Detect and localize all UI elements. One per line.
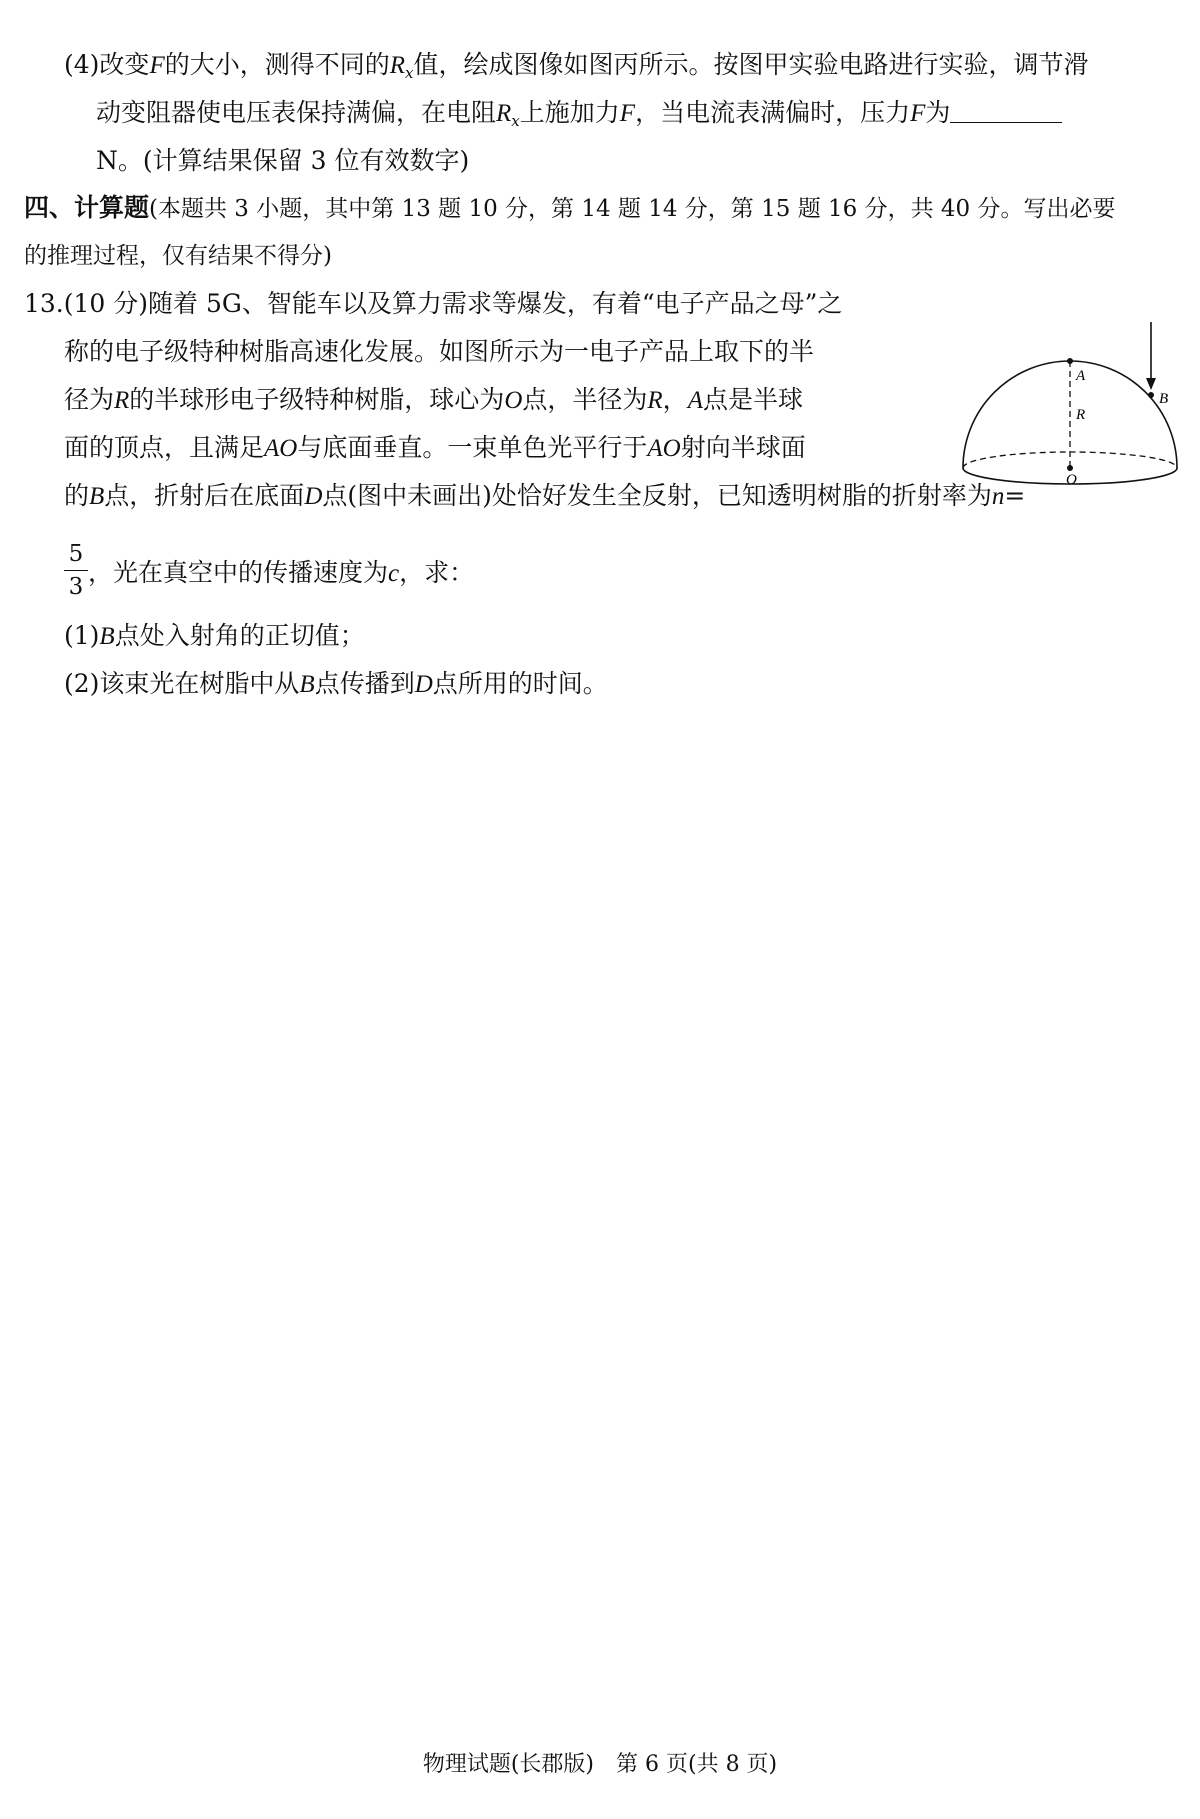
point-A <box>1067 358 1073 364</box>
var-D: D <box>304 483 323 510</box>
question-score: (10 分) <box>63 289 149 318</box>
q13-sub1 <box>64 619 365 654</box>
q13-sub2 <box>64 667 608 702</box>
var-D: D <box>414 671 433 698</box>
text: ，当电流表满偏时，压力 <box>635 98 911 127</box>
var-A: A <box>687 387 703 414</box>
point-O <box>1067 465 1073 471</box>
subscript-x: x <box>511 112 520 130</box>
answer-blank[interactable] <box>950 100 1062 123</box>
label-R: R <box>1076 407 1086 423</box>
point-B <box>1148 392 1154 398</box>
question-number: 13. <box>24 289 64 318</box>
var-B: B <box>89 483 105 510</box>
text: 点(图中未画出)处恰好发生全反射，已知透明树脂的折射率为 <box>322 481 992 510</box>
var-c: c <box>388 560 400 587</box>
arrow-down-icon <box>1146 378 1156 390</box>
section-4-desc-line2 <box>24 239 332 273</box>
section-desc: (本题共 3 小题，其中第 13 题 10 分，第 14 题 14 分，第 15 题 16 分，共 40 分。写出必要 <box>149 196 1116 222</box>
text: 值，绘成图像如图丙所示。按图甲实验电路进行实验，调节滑 <box>413 50 1089 79</box>
q13-line4 <box>64 431 806 466</box>
text: 的 <box>64 481 90 510</box>
q12-part4-line2 <box>96 96 1062 138</box>
q13-line3 <box>64 383 803 418</box>
q13-line6 <box>88 556 474 591</box>
label-B: B <box>1159 391 1169 407</box>
text: 随着 5G、智能车以及算力需求等爆发，有着“电子产品之母”之 <box>148 289 843 318</box>
section-4-header <box>24 191 1115 226</box>
part-number: (4) <box>64 50 100 79</box>
q13-line2 <box>64 335 814 369</box>
label-A: A <box>1076 368 1086 384</box>
var-R: R <box>647 387 663 414</box>
var-F: F <box>149 52 165 79</box>
text: ， <box>662 385 688 414</box>
var-R: R <box>114 387 130 414</box>
text: N。 <box>96 146 143 175</box>
text: 称的电子级特种树脂高速化发展。如图所示为一电子产品上取下的半 <box>64 337 815 366</box>
var-F: F <box>910 100 926 127</box>
var-AO: AO <box>647 435 681 462</box>
text: 面的顶点，且满足 <box>64 433 265 462</box>
text: 的半球形电子级特种树脂，球心为 <box>129 385 505 414</box>
text: ，求： <box>399 558 475 587</box>
var-n: n <box>991 483 1005 510</box>
text: 点处入射角的正切值； <box>114 621 365 650</box>
text: 点，折射后在底面 <box>104 481 305 510</box>
text: 径为 <box>64 385 115 414</box>
q13-line5 <box>64 479 1025 514</box>
text: 点是半球 <box>702 385 803 414</box>
text: 改变 <box>99 50 150 79</box>
label-O: O <box>1066 472 1077 488</box>
text: (2)该束光在树脂中从 <box>64 669 300 698</box>
var-AO: AO <box>264 435 298 462</box>
section-desc: 的推理过程，仅有结果不得分) <box>24 243 332 269</box>
text: 的大小，测得不同的 <box>164 50 390 79</box>
text: 与底面垂直。一束单色光平行于 <box>297 433 648 462</box>
q12-part4-line1 <box>64 48 1089 90</box>
q12-part4-line3 <box>96 144 469 178</box>
var-R: R <box>389 52 406 79</box>
text: 射向半球面 <box>680 433 806 462</box>
text: 上施加力 <box>519 98 620 127</box>
text: = <box>1004 481 1026 510</box>
var-B: B <box>299 671 315 698</box>
text: 动变阻器使电压表保持满偏，在电阻 <box>96 98 497 127</box>
fraction-5-3 <box>64 540 88 601</box>
text: ，光在真空中的传播速度为 <box>88 558 389 587</box>
text: (计算结果保留 3 位有效数字) <box>142 146 470 175</box>
text: 点所用的时间。 <box>432 669 608 698</box>
section-title: 四、计算题 <box>24 193 150 222</box>
page-footer: 物理试题(长郡版) 第 6 页(共 8 页) <box>422 1752 778 1777</box>
fraction-numerator: 5 <box>68 541 84 567</box>
var-R: R <box>496 100 512 127</box>
text: 为 <box>925 98 951 127</box>
fraction-denominator: 3 <box>68 574 84 600</box>
text: 点，半径为 <box>522 385 648 414</box>
hemisphere-diagram <box>955 318 1185 508</box>
var-O: O <box>504 387 523 414</box>
var-F: F <box>619 100 636 127</box>
text: 点传播到 <box>314 669 415 698</box>
var-B: B <box>99 623 115 650</box>
subscript-x: x <box>405 64 414 82</box>
text: (1) <box>64 621 100 650</box>
fraction-bar <box>64 570 88 571</box>
q13-line1 <box>24 287 842 321</box>
